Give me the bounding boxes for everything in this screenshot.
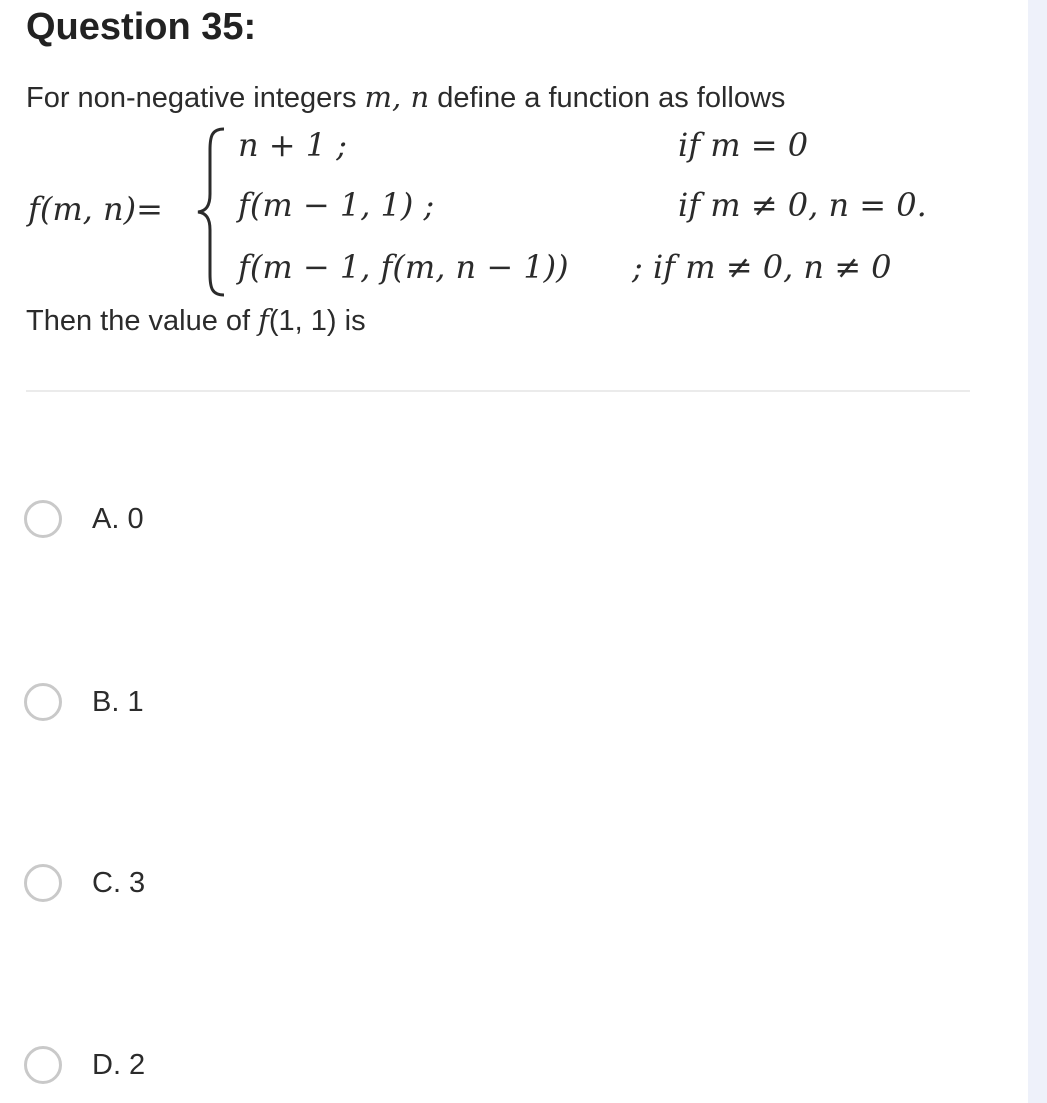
side-panel-strip [1028,0,1047,1103]
case-3-condition: ; if m ≠ 0, n ≠ 0 [632,248,892,286]
case-2-condition: if m ≠ 0, n = 0. [678,186,927,224]
question-divider [26,390,970,392]
case-1-expression: n + 1 ; [238,126,348,164]
case-3-expression: f(m − 1, f(m, n − 1)) [238,248,569,286]
question-title: Question 35: [26,6,257,48]
case-2-expression: f(m − 1, 1) ; [238,186,435,224]
option-b-label: B. 1 [92,685,144,718]
radio-icon[interactable] [24,683,62,721]
prompt-text-end: (1, 1) is [268,305,366,337]
formula-lhs: f(m, n)= [28,190,163,228]
option-c[interactable] [24,858,624,908]
option-c-label: C. 3 [92,866,146,899]
prompt-function: f [258,303,269,337]
prompt-text-start: Then the value of [26,305,259,337]
question-prompt [26,303,366,338]
option-d-label: D. 2 [92,1048,146,1081]
radio-icon[interactable] [24,864,62,902]
left-brace-icon [194,126,230,298]
intro-text-end: define a function as follows [429,82,786,114]
piecewise-formula [0,0,1000,310]
case-1-condition: if m = 0 [678,126,809,164]
intro-text-start: For non-negative integers [26,82,365,114]
intro-variables: m, n [364,80,430,114]
radio-icon[interactable] [24,500,62,538]
option-a[interactable] [24,494,624,544]
radio-icon[interactable] [24,1046,62,1084]
option-d[interactable] [24,1040,624,1090]
option-a-label: A. 0 [92,502,144,535]
option-b[interactable] [24,677,624,727]
